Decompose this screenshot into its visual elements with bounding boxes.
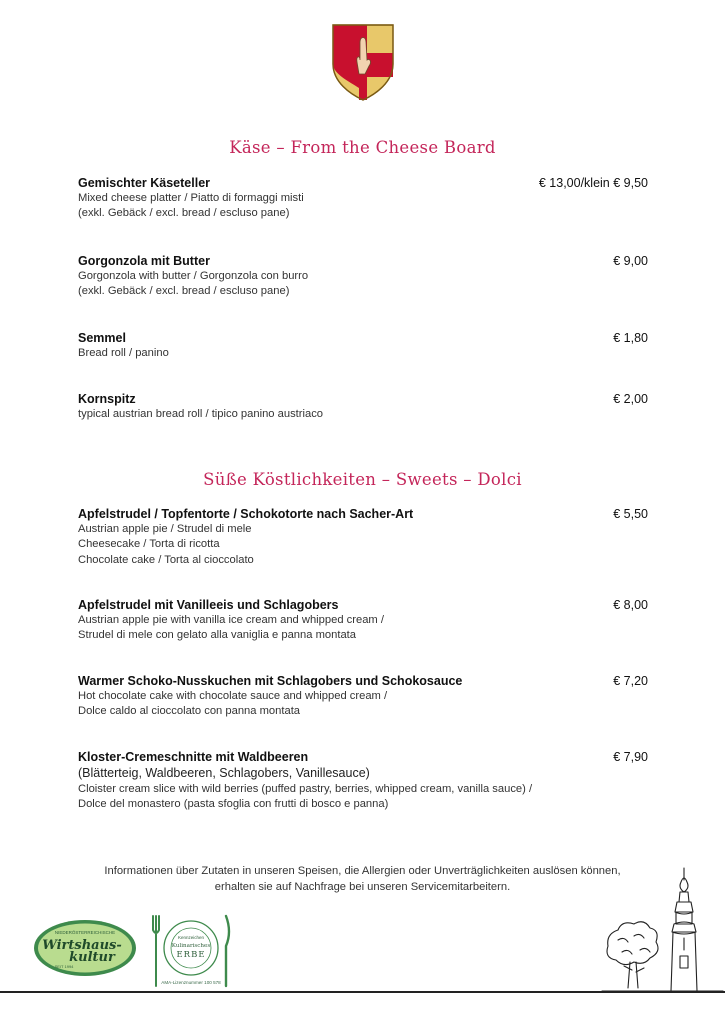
kulinarisches-erbe-logo — [148, 912, 234, 990]
logo-bottom-text: SEIT 1994 — [54, 964, 74, 969]
item-description: Chocolate cake / Torta al cioccolato — [78, 553, 254, 566]
item-name: Warmer Schoko-Nusskuchen mit Schlagobers und Schokosauce — [78, 674, 463, 688]
item-description: Austrian apple pie with vanilla ice cream and whipped cream / — [78, 614, 384, 626]
erbe-line2: ERBE — [176, 950, 206, 960]
item-price: € 5,50 — [613, 507, 648, 521]
allergen-info-line: Informationen über Zutaten in unseren Speisen, die Allergien oder Unverträglichkeiten auslösen können, — [104, 865, 621, 877]
item-description: Hot chocolate cake with chocolate sauce and whipped cream / — [78, 690, 388, 702]
item-name: Gorgonzola mit Butter — [78, 254, 210, 268]
erbe-line1: Kulinarisches — [171, 943, 211, 949]
menu-item — [78, 253, 648, 300]
item-subtitle: (Blätterteig, Waldbeeren, Schlagobers, Vanillesauce) — [78, 766, 370, 780]
item-description: Austrian apple pie / Strudel di mele — [78, 523, 252, 535]
menu-item — [78, 391, 648, 422]
menu-item — [78, 175, 648, 222]
item-price: € 1,80 — [613, 331, 648, 345]
item-description: (exkl. Gebäck / excl. bread / escluso pane) — [78, 285, 290, 298]
item-name: Kornspitz — [78, 392, 136, 406]
item-description: Dolce caldo al cioccolato con panna montata — [78, 705, 301, 718]
item-name: Apfelstrudel / Topfentorte / Schokotorte nach Sacher-Art — [78, 507, 414, 521]
erbe-small-text: Kennzeichen — [177, 935, 205, 940]
church-tower-illustration — [600, 866, 725, 996]
item-description: Strudel di mele con gelato alla vaniglia e panna montata — [78, 629, 357, 642]
ama-license: AMA-Lizenznummer 100 578 — [161, 980, 221, 985]
item-description: (exkl. Gebäck / excl. bread / escluso pane) — [78, 207, 290, 220]
menu-item — [78, 330, 648, 361]
item-description: Mixed cheese platter / Piatto di formaggi misti — [78, 192, 304, 204]
item-description: typical austrian bread roll / tipico panino austriaco — [78, 408, 324, 420]
logo-word1: Wirtshaus- — [42, 938, 122, 953]
item-price: € 8,00 — [613, 598, 648, 612]
section-title-cheese: Käse – From the Cheese Board — [229, 138, 496, 157]
item-price: € 13,00/klein € 9,50 — [538, 176, 648, 190]
menu-item — [78, 749, 648, 812]
item-price: € 7,20 — [613, 674, 648, 688]
item-description: Gorgonzola with butter / Gorgonzola con burro — [78, 270, 309, 282]
wirtshauskultur-logo — [32, 918, 138, 978]
item-description: Bread roll / panino — [78, 347, 169, 359]
section-title-sweets: Süße Köstlichkeiten – Sweets – Dolci — [203, 470, 522, 489]
item-name: Apfelstrudel mit Vanilleeis und Schlagobers — [78, 598, 339, 612]
item-price: € 9,00 — [613, 254, 648, 268]
item-price: € 7,90 — [613, 750, 648, 764]
item-description: Cloister cream slice with wild berries (puffed pastry, berries, whipped cream, vanilla sauce) / — [78, 782, 533, 795]
item-name: Gemischter Käseteller — [78, 176, 211, 190]
bottom-rule — [0, 991, 725, 993]
crest-icon — [330, 22, 396, 102]
menu-item — [78, 506, 648, 568]
item-name: Semmel — [78, 331, 126, 345]
logo-word2: kultur — [69, 950, 115, 965]
menu-item — [78, 597, 648, 644]
item-name: Kloster-Cremeschnitte mit Waldbeeren — [78, 750, 309, 764]
item-description: Cheesecake / Torta di ricotta — [78, 538, 220, 551]
item-description: Dolce del monastero (pasta sfoglia con frutti di bosco e panna) — [78, 797, 389, 810]
menu-item — [78, 673, 648, 720]
allergen-info-line: erhalten sie auf Nachfrage bei unseren Servicemitarbeitern. — [214, 880, 511, 893]
logo-top-text: NIEDERÖSTERREICHISCHE — [54, 930, 116, 935]
item-price: € 2,00 — [613, 392, 648, 406]
